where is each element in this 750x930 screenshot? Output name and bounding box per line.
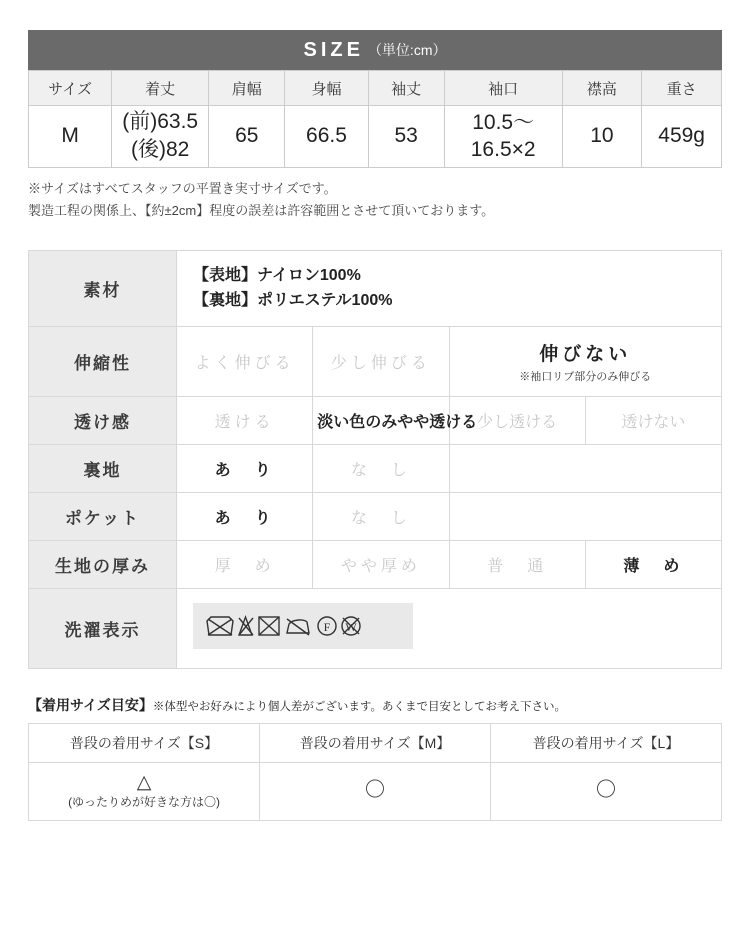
spec-row-pocket (29, 493, 722, 541)
wet-clean-prohibited-icon (342, 617, 360, 635)
col-header-shoulder: 肩幅 (209, 71, 285, 106)
dry-clean-f-icon (318, 617, 336, 635)
size-note-line-1: ※サイズはすべてスタッフの平置き実寸サイズです。 (28, 180, 337, 196)
col-header-weight: 重さ (642, 71, 722, 106)
svg-text:W: W (345, 620, 357, 635)
lining-option-0: あ り (177, 445, 313, 493)
spec-label-material: 素材 (29, 250, 177, 326)
spec-label-sheerness: 透け感 (29, 397, 177, 445)
stretch-option-2 (449, 327, 722, 397)
col-header-size: サイズ (29, 71, 112, 106)
spec-value-material (177, 250, 722, 326)
spec-row-material (29, 250, 722, 326)
spec-row-wash (29, 589, 722, 669)
col-header-length: 着丈 (112, 71, 209, 106)
cell-width: 66.5 (285, 106, 368, 168)
wear-size-guide-title (28, 695, 722, 715)
spec-row-thickness (29, 541, 722, 589)
cell-length (112, 106, 209, 168)
col-header-collar: 襟高 (562, 71, 642, 106)
col-header-width: 身幅 (285, 71, 368, 106)
spec-row-sheerness (29, 397, 722, 445)
spec-label-stretch: 伸縮性 (29, 327, 177, 397)
sheerness-option-0: 透ける (177, 397, 313, 445)
guide-value-s (29, 763, 260, 821)
size-note-line-2: 製造工程の関係上、【約±2cm】程度の誤差は許容範囲とさせて頂いております。 (28, 202, 495, 218)
cell-sleeve: 53 (368, 106, 444, 168)
size-measurement-table (28, 70, 722, 168)
table-row (29, 763, 722, 821)
guide-header-s: 普段の着用サイズ【S】 (29, 724, 260, 763)
guide-value-l: 〇 (491, 763, 722, 821)
stretch-option-0: よく伸びる (177, 327, 313, 397)
thickness-option-0: 厚 め (177, 541, 313, 589)
sheerness-option-3: 透けない (585, 397, 721, 445)
size-header-bar (28, 30, 722, 70)
wash-prohibited-icon (207, 617, 233, 635)
size-table-header-row (29, 71, 722, 106)
sheerness-option-1: 淡い色のみやや透ける (313, 397, 449, 445)
stretch-option-2-sub: ※袖口リブ部分のみ伸びる (519, 371, 652, 384)
guide-value-s-mark: △ (136, 772, 152, 794)
guide-header-row (29, 724, 722, 763)
col-header-sleeve: 袖丈 (368, 71, 444, 106)
material-lining: 【裏地】ポリエステル100% (193, 292, 393, 310)
svg-text:F: F (323, 620, 331, 635)
pocket-option-1: な し (313, 493, 449, 541)
lining-option-1: な し (313, 445, 449, 493)
bleach-prohibited-icon (239, 617, 253, 635)
cell-size: M (29, 106, 112, 168)
iron-prohibited-icon (287, 619, 309, 635)
wash-care-symbols (193, 603, 413, 649)
guide-header-l: 普段の着用サイズ【L】 (491, 724, 722, 763)
guide-value-s-sub: (ゆったりめが好きな方は〇) (68, 794, 220, 809)
table-row (29, 106, 722, 168)
spec-row-stretch (29, 327, 722, 397)
product-size-spec-page (0, 30, 750, 930)
cell-length-back: (後)82 (130, 138, 190, 162)
material-outer: 【表地】ナイロン100% (193, 266, 361, 284)
stretch-option-1: 少し伸びる (313, 327, 449, 397)
cell-weight: 459g (642, 106, 722, 168)
pocket-option-0: あ り (177, 493, 313, 541)
spec-value-wash (177, 589, 722, 669)
col-header-cuff: 袖口 (444, 71, 562, 106)
tumble-dry-prohibited-icon (259, 617, 279, 635)
spec-label-pocket: ポケット (29, 493, 177, 541)
cell-shoulder: 65 (209, 106, 285, 168)
thickness-option-3: 薄 め (585, 541, 721, 589)
spec-row-lining (29, 445, 722, 493)
pocket-empty-cell (449, 493, 722, 541)
size-notes (28, 178, 722, 222)
thickness-option-2: 普 通 (449, 541, 585, 589)
spec-label-thickness: 生地の厚み (29, 541, 177, 589)
sheerness-option-2: 少し透ける (449, 397, 585, 445)
spec-label-wash: 洗濯表示 (29, 589, 177, 669)
size-header-title: SIZE (303, 38, 364, 61)
guide-value-m: 〇 (260, 763, 491, 821)
cell-collar: 10 (562, 106, 642, 168)
spec-table (28, 250, 722, 669)
wear-size-guide-table (28, 723, 722, 821)
stretch-option-2-label: 伸びない (539, 344, 632, 366)
wear-size-guide-title-note: ※体型やお好みにより個人差がございます。あくまで目安としてお考え下さい。 (152, 701, 566, 714)
wear-size-guide-title-bold: 【着用サイズ目安】 (28, 697, 153, 714)
spec-label-lining: 裏地 (29, 445, 177, 493)
cell-cuff-line1: 10.5～ (472, 111, 535, 135)
cell-length-front: (前)63.5 (122, 110, 199, 133)
cell-cuff (444, 106, 562, 168)
lining-empty-cell (449, 445, 722, 493)
guide-header-m: 普段の着用サイズ【M】 (260, 724, 491, 763)
cell-cuff-line2: 16.5×2 (470, 138, 536, 162)
thickness-option-1: やや厚め (313, 541, 449, 589)
size-header-unit: （単位:cm） (367, 42, 447, 58)
